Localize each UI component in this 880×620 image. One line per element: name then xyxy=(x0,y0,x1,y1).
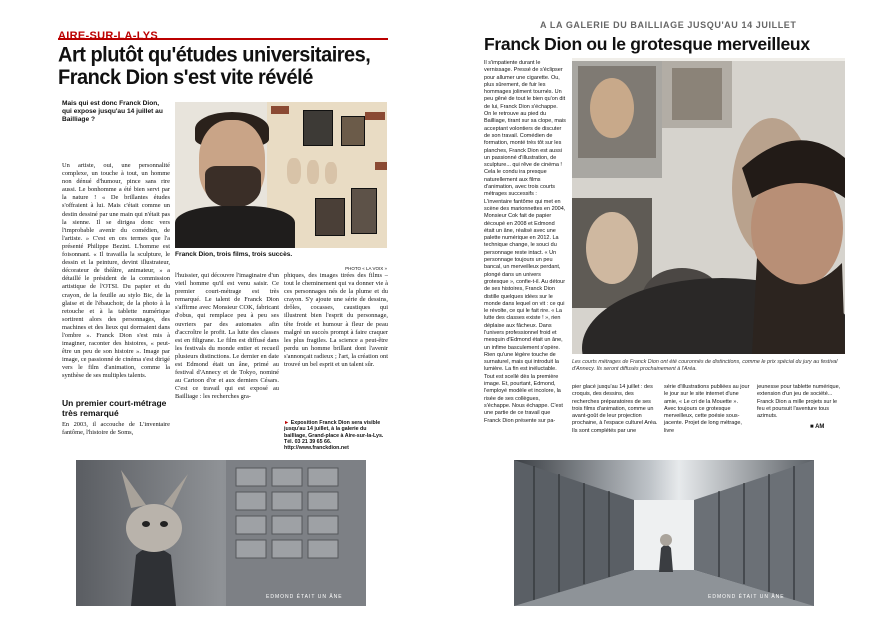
portrait-photo xyxy=(175,102,387,248)
brick xyxy=(375,162,387,170)
jacket xyxy=(175,206,295,248)
arrow-icon: ► xyxy=(284,420,291,426)
figurine xyxy=(287,158,301,184)
film-title: EDMOND ÉTAIT UN ÂNE xyxy=(266,594,343,600)
photo-caption-right: Les courts métrages de Franck Dion ont été couronnés de distinctions, comme le prix spécial du jury au festival d'Annecy. Ils seront diffusés prochainement à l'Aréa. xyxy=(572,359,838,372)
square-icon: ■ xyxy=(810,424,816,430)
artwork-frame xyxy=(341,116,365,146)
artwork-frame xyxy=(351,188,377,234)
photo-credit: PHOTO « LA VOIX » xyxy=(345,266,387,271)
brick xyxy=(365,112,385,120)
figurine xyxy=(325,162,337,184)
film-still-office xyxy=(76,460,366,606)
subheading: Un premier court-métrage très remarqué xyxy=(62,398,167,418)
column-2-text: l'huissier, qui découvre l'imaginaire d'un vieil homme qu'il est venu saisir. Ce premier court-métrage est très remarqué. Le talent de Franck Dion s'affirme avec Monsieur COK, fabricant d'obus, qui remplace peu à peu ses ouvriers par des automates afin d'accroître le profit. La lutte des classes est en filigrane. Le film est diffusé dans les festivals du monde entier et recueil plusieurs distinctions. Le dernier en date est Edmond était un âne, primé au festival d'Annecy et de Tokyo, nominé au Cartoon d'or et aux derniers Césars. C'est ce travail qui est exposé au Bailliage : les recherches gra- xyxy=(175,272,279,401)
film-title: EDMOND ÉTAIT UN ÂNE xyxy=(708,594,785,600)
artwork-frame xyxy=(303,110,333,146)
exhibition-info: ► Exposition Franck Dion sera visible jusqu'au 14 juillet, à la galerie du bailliage, Grand-place à Aire-sur-la-Lys. Tél. 03 21 39 65 66. http://www.franckdion.net xyxy=(284,420,384,452)
column-3-text: phiques, des images tirées des films – tout le cheminement qui va donner vie à ces personnages nés de la plume et du crayon. S'y ajoute une série de dessins, drôles, cocasses, caustiques qui illustrent bien l'esprit du personnage, tête froide et humour à fleur de peau malgré un succès prompt à faire craquer les plus fragiles. La science a peut-être perdu un homme brillant dont l'avenir s'annonçait radieux ; l'art, la création ont trouvé un bel esprit et un talent sûr. xyxy=(284,272,388,369)
section-kicker-right: A LA GALERIE DU BAILLIAGE JUSQU'AU 14 JUILLET xyxy=(540,20,797,30)
right-column-4: jeunesse pour tablette numérique, extension d'un jeu de société... Franck Dion a mille projets sur le feu et poursuit l'aventure tous azimuts. xyxy=(757,384,841,420)
artwork-frame xyxy=(315,198,345,236)
section-kicker: AIRE-SUR-LA-LYS xyxy=(58,26,388,40)
headline-right: Franck Dion ou le grotesque merveilleux xyxy=(484,34,810,54)
film-still-corridor xyxy=(514,460,814,606)
beard xyxy=(205,166,261,208)
gallery-photo-graphic xyxy=(572,58,845,354)
right-column-1: Il s'impatiente durant le vernissage. Pressé de s'éclipser pour allumer une cigarette. Ou, plus sûrement, de fuir les hommages joliment tournés. Un peu gêné de tout le bien qu'on dit de lui, Franck Dion s'échappe. On le retrouve au pied du Bailliage, tirant sur sa clope, mais acceptant volontiers de discuter de son travail. Comédien de formation, monté très tôt sur les planches, Franck Dion est aussi un passionné d'illustration, de sculpture... qui rêve de cinéma ! Cela le condu ira presque naturellement aux films d'animation, avec trois courts métrages successifs : L'inventaire fantôme qui met en scène des marionnettes en 2004, Monsieur Cok fait de papier découpé en 2008 et Edmond était un âne, réalisé avec une palette numérique en 2012. La technique change, le souci du personnage reste intact. « Un personnage toujours un peu bancal, un merveilleux perdant, plongé dans un univers grotesque », confie-t-il. Au détour de ses histoires, Franck Dion distille quelques idées sur le monde dans lequel on vit : ce qui le révolte, ce qui le fait rire. « La lutte des classes existe ! », rien déplaise aux fâcheux. Dans l'univers professionnel froid et mesquin d'Edmond était un âne, un infime basculement s'opère. Rien qu'une légère touche de surnaturel, mais qui introduit la lumière. La fin est inéluctable. Tout est scellé dès la première image. Et, pourtant, Edmond, l'employé modèle et incolore, la risée de ses collègues, s'échappe. Nous échappe. C'est une partie de ce travail que Franck Dion présente sur pa- xyxy=(484,60,566,424)
figurine xyxy=(307,160,319,184)
column-1-continued: En 2003, il accouche de L'inventaire fantôme, l'histoire de Soms, xyxy=(62,421,170,437)
brick xyxy=(271,106,289,114)
photo-caption: Franck Dion, trois films, trois succès. xyxy=(175,251,293,258)
column-1-text: Un artiste, oui, une personnalité complexe, un touche à tout, un homme non dénué d'humour, pince sans rire aussi. Le bonhomme a été bien servi par la nature ! « De brillantes études s'offraient à lui. Mais c'était comme un destin dessiné par une main qui n'était pas la sienne. Il se dirigea donc vers l'improbable avenir du comédien, de l'artiste. » C'est en ces termes que l'a présenté Philippe Bezint. L'homme est foisonnant. « Il travailla la sculpture, le dessin et la peinture, devint illustrateur, décorateur de théâtre, animateur, » a détaillé le président de la commission artistique de l'OTSI. Du papier et du crayon, de la feuille au stylo Bic, de la glaise et de l'ébauchoir, de la photo à la retouche et à la tablette numérique sortirent alors des personnages, des machines et des lieux qui dormaient dans l'ombre ». Franck Dion s'est mis à imaginer, raconter des histoires, « peut-être un peu de son histoire ». Image par image, ce passionné de cinéma s'est dirigé vers le film d'animation, comme la synthèse de ses multiples talents. xyxy=(62,162,170,380)
headline-left: Art plutôt qu'études universitaires, Franck Dion s'est vite révélé xyxy=(58,42,371,90)
author-signature: ■ AM xyxy=(810,424,825,430)
film-still-office-graphic xyxy=(76,460,366,606)
chapo-left: Mais qui est donc Franck Dion, qui expose jusqu'au 14 juillet au Bailliage ? xyxy=(62,100,163,124)
film-still-corridor-graphic xyxy=(514,460,814,606)
right-column-3: série d'illustrations publiées au jour le jour sur le site internet d'une amie, « Le cri de la Mouette ». Avec toujours ce grotesque merveilleux, cette poésie sous-jacente. Projet de long métrage, livre xyxy=(664,384,750,434)
gallery-photo xyxy=(572,58,845,354)
right-column-2: pier glacé jusqu'au 14 juillet : des croquis, des dessins, des recherches préparatoires de ses trois films d'animation, comme un avant-goût de leur projection prochaine, à l'espace culturel Aréa. Ils sont complétés par une xyxy=(572,384,658,434)
left-article xyxy=(58,20,388,450)
